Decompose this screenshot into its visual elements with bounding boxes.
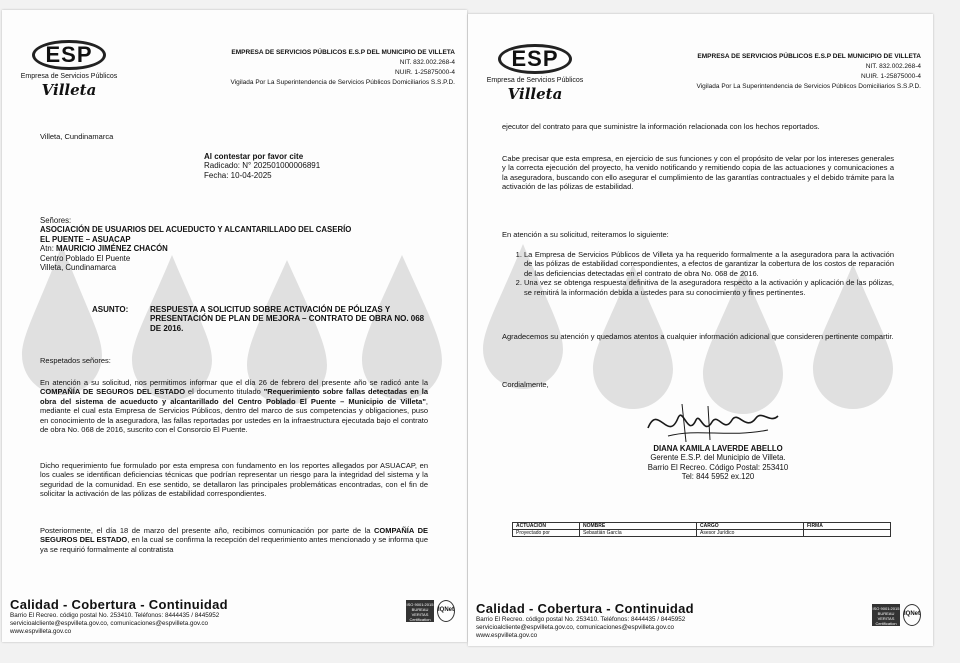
p3-insurer: COMPAÑÍA DE SEGUROS DEL ESTADO xyxy=(40,526,428,545)
logo-city: Villeta xyxy=(507,85,563,103)
iqnet-icon: IQNet xyxy=(437,600,455,622)
table-header: FIRMA xyxy=(804,523,891,530)
p3-text-c: , en la cual se confirma la recepción del requerimiento antes mencionado y se informa que ya se requirió formalmente al contratista xyxy=(40,535,428,554)
p1-text-a: En atención a su solicitud, nos permitimos informar que el día 26 de febrero del presente año se radicó ante la xyxy=(40,378,428,387)
logo-city: Villeta xyxy=(41,81,97,99)
table-header: NOMBRE xyxy=(580,523,697,530)
closing: Cordialmente, xyxy=(502,380,549,389)
paragraph-6: En atención a su solicitud, reiteramos lo siguiente: xyxy=(502,230,669,239)
page-footer xyxy=(476,601,694,640)
responsibility-table xyxy=(512,522,891,537)
handwritten-signature xyxy=(638,398,788,448)
greeting: Respetados señores: xyxy=(40,356,111,365)
cite-block xyxy=(204,152,320,180)
signer-phone: Tel: 844 5952 ex.120 xyxy=(681,472,755,482)
date: Fecha: 10-04-2025 xyxy=(204,170,272,180)
letter-page-1 xyxy=(2,10,467,642)
p1-document-title: "Requerimiento sobre fallas detectadas en la obra del sistema de acueducto y alcantarillado del Centro Poblado El Puente – Municipio de Villeta" xyxy=(40,387,428,406)
recipient-line2: EL PUENTE – ASUACAP xyxy=(40,234,131,244)
p1-text-c: el documento titulado xyxy=(185,387,264,397)
signer-title: Gerente E.S.P. del Municipio de Villeta. xyxy=(650,453,786,463)
paragraph-5: Cabe precisar que esta empresa, en ejercicio de sus funciones y con el propósito de velar por los intereses generales y la correcta ejecución del proyecto, ha venido notificando y remitiendo copia de las actuaciones y comunicaciones a la aseguradora, buscando con ello asegurar el cumplimiento de las garantías contractuales y el debido trámite para la activación de las pólizas de estabilidad. xyxy=(502,154,894,192)
paragraph-3 xyxy=(40,526,428,554)
recipient-line1: ASOCIACIÓN DE USUARIOS DEL ACUEDUCTO Y ALCANTARILLADO DEL CASERÍO xyxy=(40,225,352,235)
list-item: 2. Una vez se obtenga respuesta definitiva de la aseguradora respecto a la activación y aplicación de las pólizas, se remitirá la información debida a ustedes para su conocimiento y fines pertinentes. xyxy=(524,278,894,297)
company-supervision: Vigilada Por La Superintendencia de Servicios Públicos Domiciliarios S.S.P.D. xyxy=(230,79,455,86)
company-supervision: Vigilada Por La Superintendencia de Servicios Públicos Domiciliarios S.S.P.D. xyxy=(696,83,921,90)
p3-text-a: Posteriormente, el día 18 de marzo del presente año, recibimos comunicación por parte de la xyxy=(40,526,375,535)
esp-logo xyxy=(14,40,124,99)
logo-subtitle: Empresa de Servicios Públicos xyxy=(486,77,584,84)
footer-web: www.espvilleta.gov.co xyxy=(476,632,538,639)
table-row xyxy=(513,530,891,537)
letterhead xyxy=(697,52,922,92)
table-cell: Proyectado por xyxy=(513,530,580,537)
company-nuir: NUIR. 1-25875000-4 xyxy=(395,69,455,76)
paragraph-7: Agradecemos su atención y quedamos atentos a cualquier información adicional que consideren pertinente compartir. xyxy=(502,332,894,341)
company-nit: NIT. 832.002.268-4 xyxy=(865,63,921,70)
certification-logos xyxy=(406,600,455,622)
company-nuir: NUIR. 1-25875000-4 xyxy=(861,73,921,80)
address-line2: Villeta, Cundinamarca xyxy=(40,263,117,273)
table-cell: Asesor Jurídico xyxy=(697,530,804,537)
table-header: CARGO xyxy=(697,523,804,530)
table-header: ACTUACIÓN xyxy=(513,523,580,530)
logo-mark: ESP xyxy=(32,40,105,70)
iqnet-icon: IQNet xyxy=(903,604,921,626)
footer-slogan: Calidad - Cobertura - Continuidad xyxy=(476,601,694,616)
esp-logo xyxy=(480,44,590,103)
footer-address: Barrio El Recreo. código postal No. 253410. Teléfonos: 8444435 / 8445952 xyxy=(10,612,220,619)
iso-cert-icon: ISO 9001:2015 BUREAU VERITAS Certification xyxy=(406,602,434,622)
paragraph-4: ejecutor del contrato para que suministre la información relacionada con los hechos reportados. xyxy=(502,122,820,131)
table-header-row xyxy=(513,523,891,530)
place-line: Villeta, Cundinamarca xyxy=(40,132,114,141)
footer-web: www.espvilleta.gov.co xyxy=(10,628,72,635)
subject-label: ASUNTO: xyxy=(92,305,129,314)
radicado: Radicado: N° 202501000006891 xyxy=(204,161,321,171)
paragraph-2: Dicho requerimiento fue formulado por esta empresa con fundamento en los reportes allegados por ASUACAP, en los cuales se identifican deficiencias técnicas que podrían representar un riesgo para la integridad del sistema y la seguridad de la comunidad. En ese sentido, se detallaron las principales problemáticas encontradas, con el fin de solicitar la activación de las pólizas de estabilidad correspondientes. xyxy=(40,461,428,499)
subject-text: RESPUESTA A SOLICITUD SOBRE ACTIVACIÓN DE PÓLIZAS Y PRESENTACIÓN DE PLAN DE MEJORA – CONTRATO DE OBRA NO. 068 DE 2016. xyxy=(150,305,425,333)
certification-logos xyxy=(872,604,921,626)
table-cell xyxy=(804,530,891,537)
company-name: EMPRESA DE SERVICIOS PÚBLICOS E.S.P DEL MUNICIPIO DE VILLETA xyxy=(697,53,921,60)
footer-emails: servicioalcliente@espvilleta.gov.co, comunicaciones@espvilleta.gov.co xyxy=(476,624,675,631)
logo-subtitle: Empresa de Servicios Públicos xyxy=(20,73,118,80)
signer-name: DIANA KAMILA LAVERDE ABELLO xyxy=(653,444,783,453)
list-item: 1. La Empresa de Servicios Públicos de Villeta ya ha requerido formalmente a la aseguradora para la activación de las pólizas de estabilidad correspondientes, a efectos de garantizar la cobertura de los costos de reparación de las deficiencias detectadas en el contrato de obra No. 068 de 2016. xyxy=(524,250,894,278)
signer-address: Barrio El Recreo. Código Postal: 253410 xyxy=(647,462,789,472)
recipient-block xyxy=(40,216,440,272)
p1-text-e: , mediante el cual esta Empresa de Servicios Públicos, dentro del marco de sus competencias y obligaciones, puso en conocimiento de la aseguradora, las fallas reportadas por ustedes en la infraestructura ejecutada bajo el contrato de obra No. 068 de 2016, suscrito con el Consorcio El Puente. xyxy=(40,396,428,435)
company-name: EMPRESA DE SERVICIOS PÚBLICOS E.S.P DEL MUNICIPIO DE VILLETA xyxy=(231,49,455,56)
attn-name: MAURICIO JIMÉNEZ CHACÓN xyxy=(56,244,168,254)
attn-label: Atn: xyxy=(40,244,54,254)
paragraph-1 xyxy=(40,378,428,434)
p1-insurer: COMPAÑÍA DE SEGUROS DEL ESTADO xyxy=(40,387,186,397)
footer-address: Barrio El Recreo. código postal No. 253410. Teléfonos: 8444435 / 8445952 xyxy=(476,616,686,623)
table-cell: Sebastián García xyxy=(580,530,697,537)
salutation: Señores: xyxy=(40,216,72,225)
iso-cert-icon: ISO 9001:2015 BUREAU VERITAS Certification xyxy=(872,606,900,626)
company-nit: NIT. 832.002.268-4 xyxy=(399,59,455,66)
cite-label: Al contestar por favor cite xyxy=(204,152,304,161)
address-line1: Centro Poblado El Puente xyxy=(40,253,131,263)
page-footer xyxy=(10,597,228,636)
letterhead xyxy=(231,48,456,88)
footer-emails: servicioalcliente@espvilleta.gov.co, comunicaciones@espvilleta.gov.co xyxy=(10,620,209,627)
signature-block xyxy=(618,444,818,482)
logo-mark: ESP xyxy=(498,44,571,74)
reiteration-list xyxy=(508,250,894,297)
letter-page-2 xyxy=(468,14,933,646)
footer-slogan: Calidad - Cobertura - Continuidad xyxy=(10,597,228,612)
watermark-drops xyxy=(468,14,933,646)
